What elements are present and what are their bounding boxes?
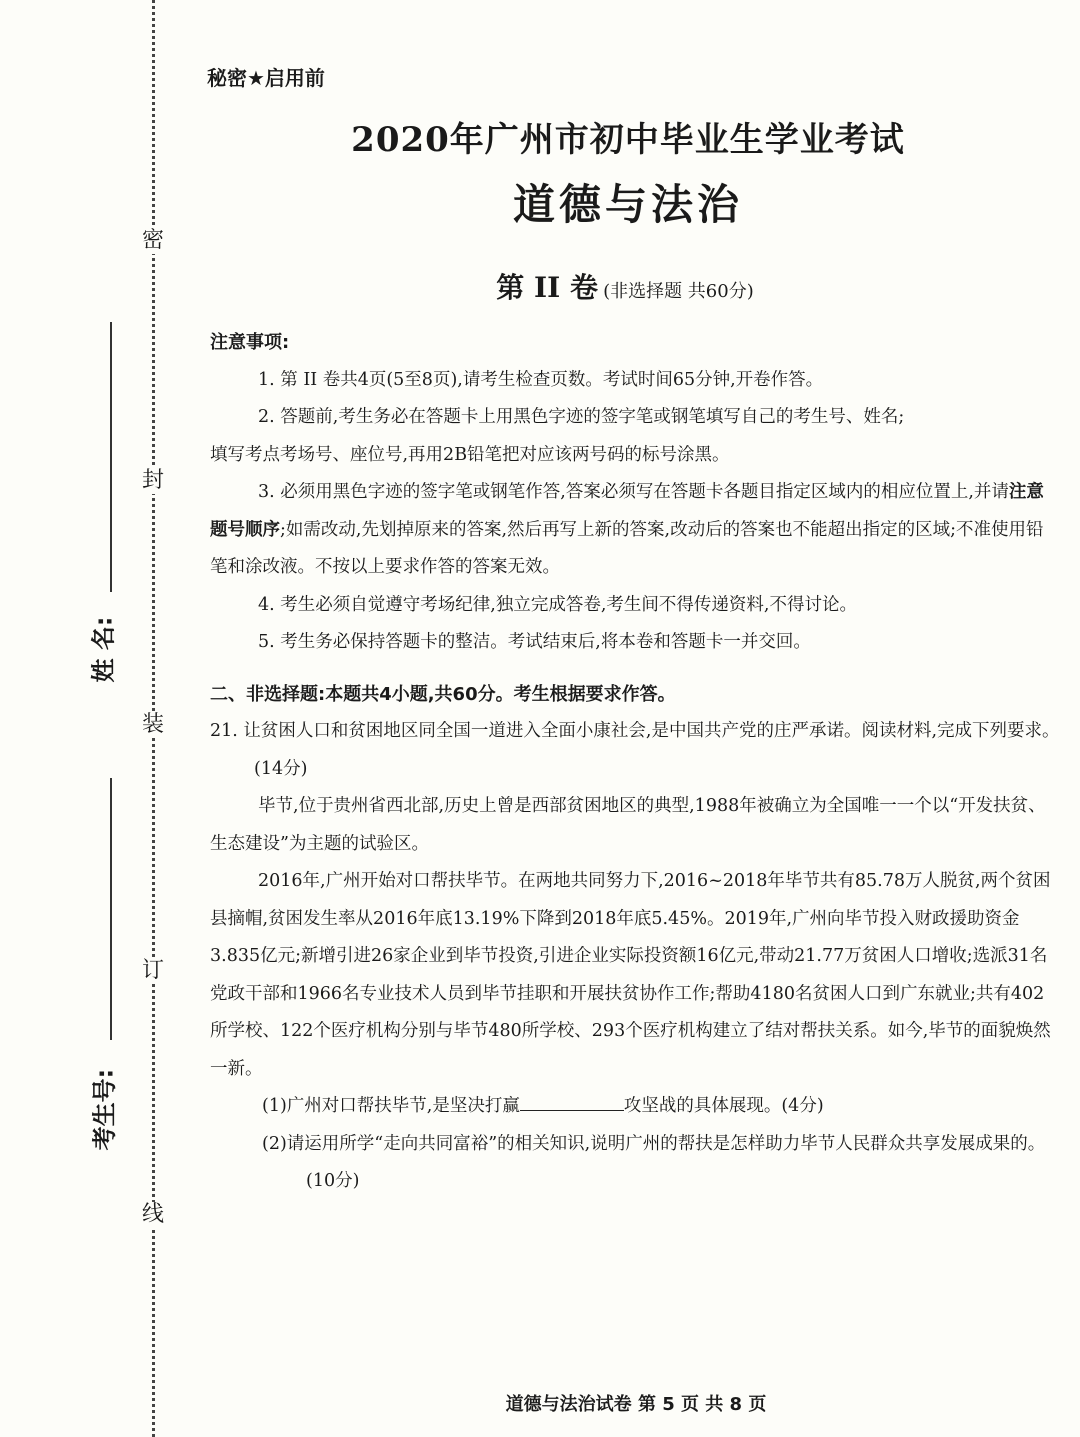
answer-blank[interactable] xyxy=(520,1090,624,1111)
note-item-2-cont: 填写考点考场号、座位号,再用2B铅笔把对应该两号码的标号涂黑。 xyxy=(210,444,730,465)
note-item-1: 1. 第 II 卷共4页(5至8页),请考生检查页数。考试时间65分钟,开卷作答。 xyxy=(258,369,824,390)
sub-question-1 xyxy=(210,1088,1060,1126)
part2-heading: 二、非选择题:本题共4小题,共60分。考生根据要求作答。 xyxy=(210,683,676,705)
section-header xyxy=(0,266,1080,306)
subject-title: 道德与法治 xyxy=(512,180,743,229)
seal-char-zhuang: 装 xyxy=(141,712,164,737)
question-21-stem xyxy=(210,713,1060,788)
note-item-3-start: 3. 必须用黑色字迹的签字笔或钢笔作答,答案必须写在答题卡各题目指定区域内的相应位置上,并请 xyxy=(258,482,1009,502)
note-item-5: 5. 考生务必保持答题卡的整洁。考试结束后,将本卷和答题卡一并交回。 xyxy=(258,632,811,652)
section-title: 第 II 卷 xyxy=(496,271,598,304)
page-footer: 道德与法治试卷 第 5 页 共 8 页 xyxy=(505,1394,767,1415)
note-item-3 xyxy=(210,474,1060,587)
note-item-3-rest: ;如需改动,先划掉原来的答案,然后再写上新的答案,改动后的答案也不能超出指定的区域;不准使用铅笔和涂改液。不按以上要求作答的答案无效。 xyxy=(210,519,1044,577)
note-item-4: 4. 考生必须自觉遵守考场纪律,独立完成答卷,考生间不得传递资料,不得讨论。 xyxy=(258,594,857,615)
exam-content xyxy=(210,324,1060,1201)
seal-char-ding: 订 xyxy=(141,958,164,983)
material-para-2: 2016年,广州开始对口帮扶毕节。在两地共同努力下,2016~2018年毕节共有85.78万人脱贫,两个贫困县摘帽,贫困发生率从2016年底13.19%下降到2018年底5.45%。2019年,广州向毕节投入财政援助资金3.835亿元;新增引进26家企业到毕节投资,引进企业实际投资额16亿元,带动21.77万贫困人口增收;选派31名党政干部和1966名专业技术人员到毕节挂职和开展扶贫协作工作;帮助4180名贫困人口到广东就业;共有402所学校、122个医疗机构分别与毕节480所学校、293个医疗机构建立了结对帮扶关系。如今,毕节的面貌焕然一新。 xyxy=(210,871,1051,1079)
question-stem: 让贫困人口和贫困地区同全国一道进入全面小康社会,是中国共产党的庄严承诺。阅读材料,完成下列要求。(14分) xyxy=(243,721,1060,779)
seal-char-xian: 线 xyxy=(141,1202,164,1227)
note-item-2: 2. 答题前,考生务必在答题卡上用黑色字迹的签字笔或钢笔填写自己的考生号、姓名; xyxy=(258,407,905,427)
id-field-line[interactable] xyxy=(110,778,112,1040)
question-number: 21. xyxy=(210,721,238,741)
name-field-line[interactable] xyxy=(110,322,112,592)
exam-title: 2020年广州市初中毕业生学业考试 xyxy=(351,120,905,160)
sub-question-1-post: 攻坚战的具体展现。(4分) xyxy=(623,1096,824,1116)
sub-question-1-pre: (1)广州对口帮扶毕节,是坚决打赢 xyxy=(262,1096,520,1116)
seal-char-mi: 密 xyxy=(141,228,164,253)
material-para-1: 毕节,位于贵州省西北部,历史上曾是西部贫困地区的典型,1988年被确立为全国唯一一个以“开发扶贫、生态建设”为主题的试验区。 xyxy=(210,796,1046,854)
note-item-3-bold: 注意题号顺序 xyxy=(210,482,1044,540)
section-note: (非选择题 共60分) xyxy=(603,281,754,302)
secret-mark: 秘密★启用前 xyxy=(207,66,325,90)
name-label: 姓 名: xyxy=(89,616,118,683)
notes-heading: 注意事项: xyxy=(210,332,290,353)
student-id-label: 考生号: xyxy=(90,1068,119,1151)
sub-question-2: (2)请运用所学“走向共同富裕”的相关知识,说明广州的帮扶是怎样助力毕节人民群众共享发展成果的。(10分) xyxy=(262,1133,1046,1191)
seal-char-feng: 封 xyxy=(141,468,164,493)
